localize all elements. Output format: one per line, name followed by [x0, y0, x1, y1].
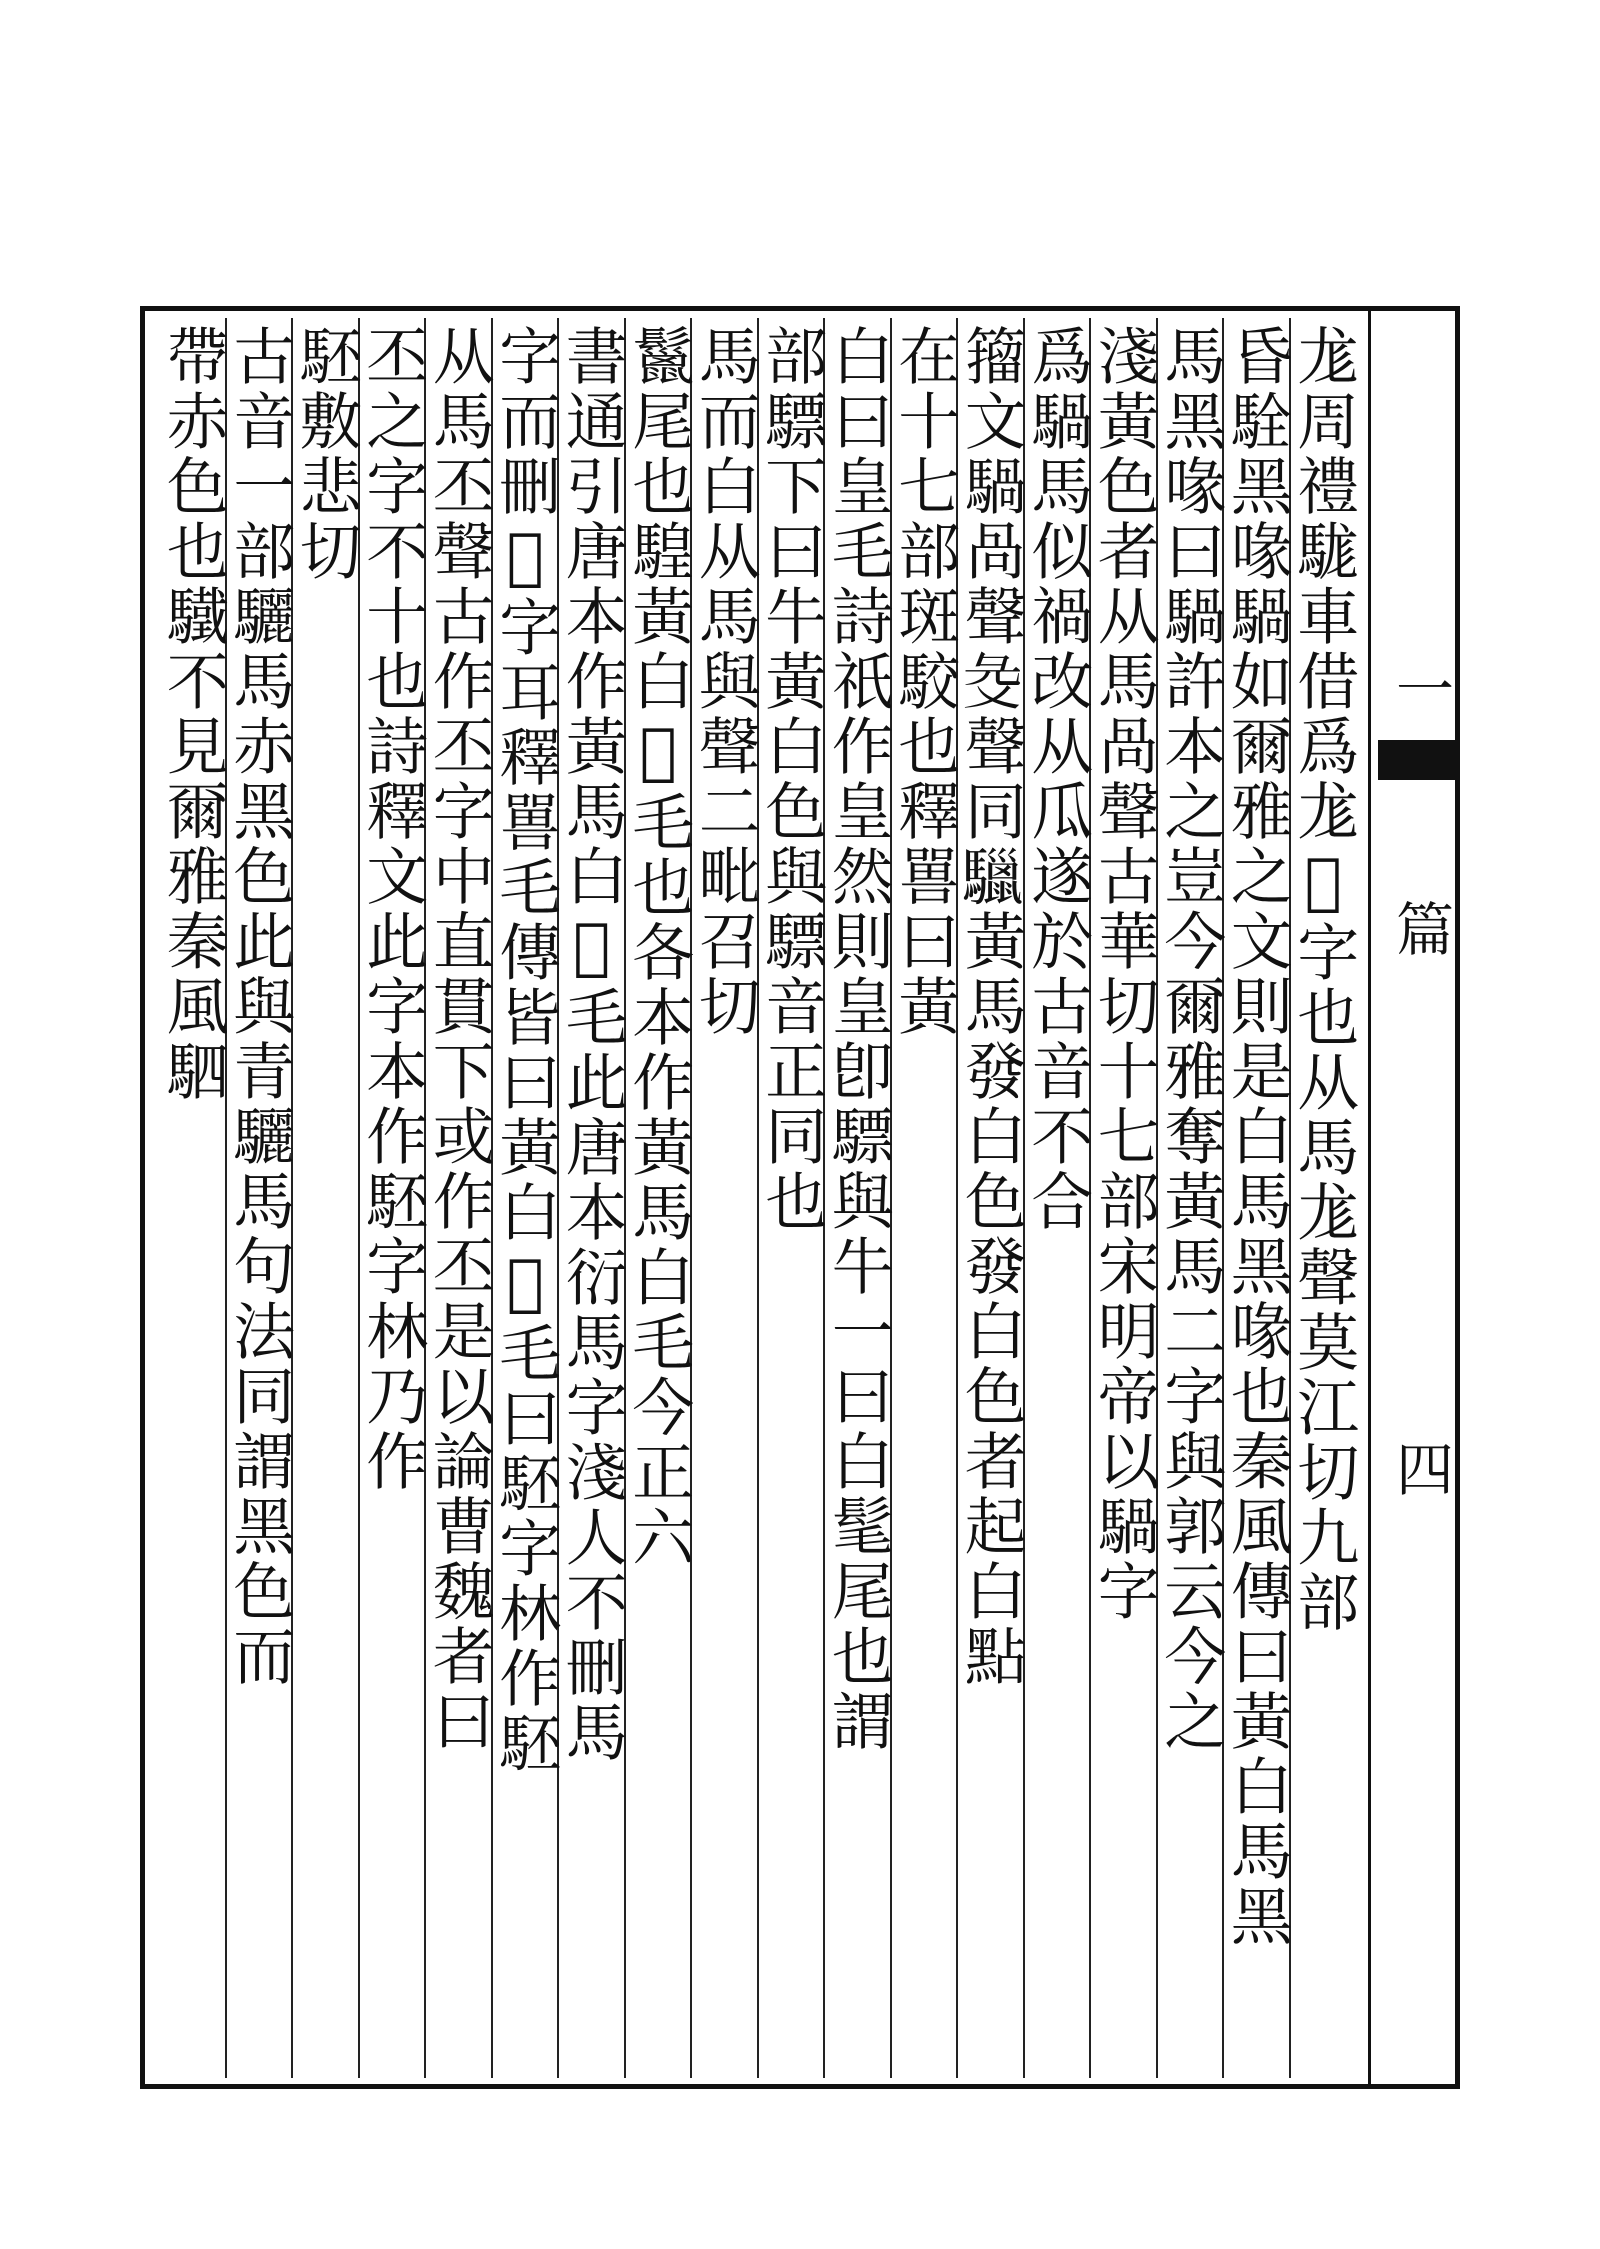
column-text: 丕之字不十也詩釋文此字本作駓字林乃作 [355, 324, 429, 1494]
column-text: 尨周禮駹車借爲尨𢃄字也从馬尨聲莫江切九部 [1286, 324, 1360, 1635]
column-text: 帶赤色也驖不見爾雅秦風駟 [156, 324, 230, 1104]
text-column [821, 318, 895, 2078]
column-text: 籀文騧咼聲𢑓聲同𩧆黃馬發白色發白色者起白點 [954, 324, 1028, 1689]
text-column [488, 318, 562, 2078]
text-column [688, 318, 762, 2078]
column-text: 部驃下曰牛黃白色與驃音正同也 [754, 324, 828, 1234]
text-column [355, 318, 429, 2078]
column-text: 淺黃色者从馬咼聲古華切十七部宋明帝以騧字 [1087, 324, 1161, 1624]
column-text: 白曰皇毛詩祇作皇然則皇卽驃與牛一曰白髦尾也謂 [821, 324, 895, 1754]
column-text: 鬣尾也騜黃白𢃄毛也各本作黃馬白毛今正六 [621, 324, 695, 1570]
fold-char: 一 [1395, 656, 1454, 724]
text-column [1286, 318, 1360, 2078]
text-column [1153, 318, 1227, 2078]
column-text: 古音一部驪馬赤黑色此與青驪馬句法同謂黑色而 [222, 324, 296, 1689]
text-column [754, 318, 828, 2078]
column-text: 昏駩黑喙騧如爾雅之文則是白馬黑喙也秦風傳曰黃白馬黑 [1220, 324, 1294, 1949]
text-column [1220, 318, 1294, 2078]
column-text: 駓敷悲切 [289, 324, 363, 584]
column-text: 馬黑喙曰騧許本之豈今爾雅奪黃馬二字與郭云今之 [1153, 324, 1227, 1754]
text-column [222, 318, 296, 2078]
text-column [555, 318, 629, 2078]
text-column [954, 318, 1028, 2078]
text-column [422, 318, 496, 2078]
fold-mark [1378, 740, 1456, 780]
column-text: 在十七部斑駮也釋嘼曰黃 [887, 324, 961, 1039]
text-column [1087, 318, 1161, 2078]
volume-title-char: 篇 [1395, 896, 1454, 964]
text-column [289, 318, 363, 2078]
column-text: 馬而白从馬與聲二毗召切 [688, 324, 762, 1039]
column-text: 爲騧馬似禍改从瓜遂於古音不合 [1020, 324, 1094, 1234]
column-text: 字而刪𢃄字耳釋嘼毛傳皆曰黃白𢃄毛曰駓字林作駓 [488, 324, 562, 1776]
text-columns [156, 318, 1360, 2078]
column-text: 从馬丕聲古作丕字中直貫下或作丕是以論曹魏者曰 [422, 324, 496, 1754]
text-column [156, 318, 230, 2078]
fold-margin [1368, 306, 1460, 2089]
column-text: 書通引唐本作黃馬白𢃄毛此唐本衍馬字淺人不刪馬 [555, 324, 629, 1765]
text-column [621, 318, 695, 2078]
page-number-char: 四 [1395, 1436, 1454, 1504]
text-column [887, 318, 961, 2078]
text-column [1020, 318, 1094, 2078]
